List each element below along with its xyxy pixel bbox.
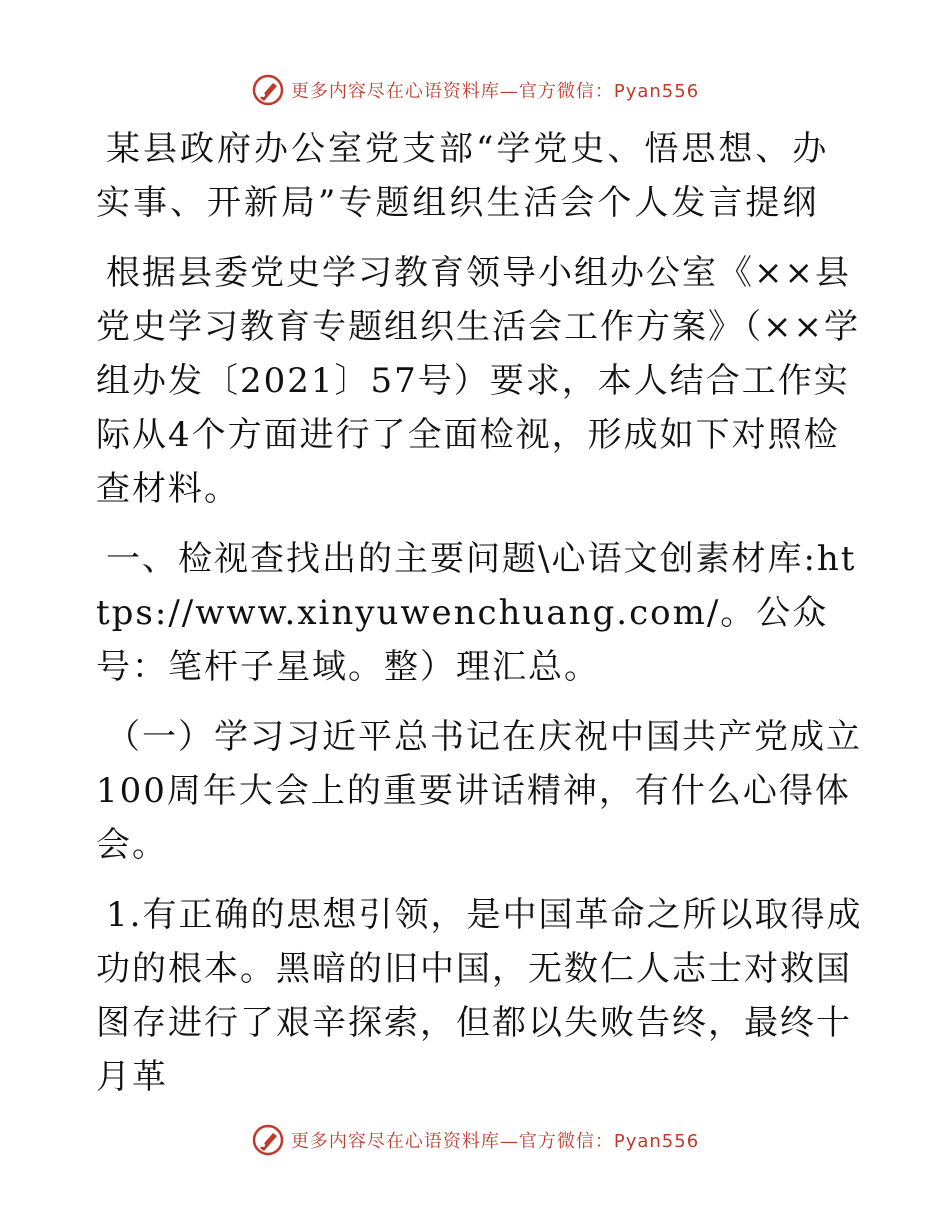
paragraph-intro: 根据县委党史学习教育领导小组办公室《××县党史学习教育专题组织生活会工作方案》（××学组办发〔2021〕57号）要求，本人结合工作实际从4个方面进行了全面检视，形成如下对照检查材料。	[96, 253, 860, 509]
document-title: 某县政府办公室党支部“学党史、悟思想、办实事、开新局”专题组织生活会个人发言提纲	[96, 129, 830, 223]
watermark-text: 更多内容尽在心语资料库—官方微信：Pyan556	[290, 81, 700, 102]
watermark-header	[0, 70, 950, 110]
watermark-footer	[0, 1120, 950, 1160]
pen-logo-icon	[251, 1123, 285, 1157]
document-body	[96, 122, 866, 1120]
paragraph-point-one: 1.有正确的思想引领，是中国革命之所以取得成功的根本。黑暗的旧中国，无数仁人志士对救国图存进行了艰辛探索，但都以失败告终，最终十月革	[96, 895, 863, 1097]
paragraph-subsection-one: （一）学习习近平总书记在庆祝中国共产党成立100周年大会上的重要讲话精神，有什么心得体会。	[96, 717, 862, 865]
watermark-text: 更多内容尽在心语资料库—官方微信：Pyan556	[290, 1131, 700, 1152]
paragraph-section-one: 一、检视查找出的主要问题\心语文创素材库:https://www.xinyuwenchuang.com/。公众号：笔杆子星域。整）理汇总。	[96, 539, 857, 687]
pen-logo-icon	[251, 73, 285, 107]
